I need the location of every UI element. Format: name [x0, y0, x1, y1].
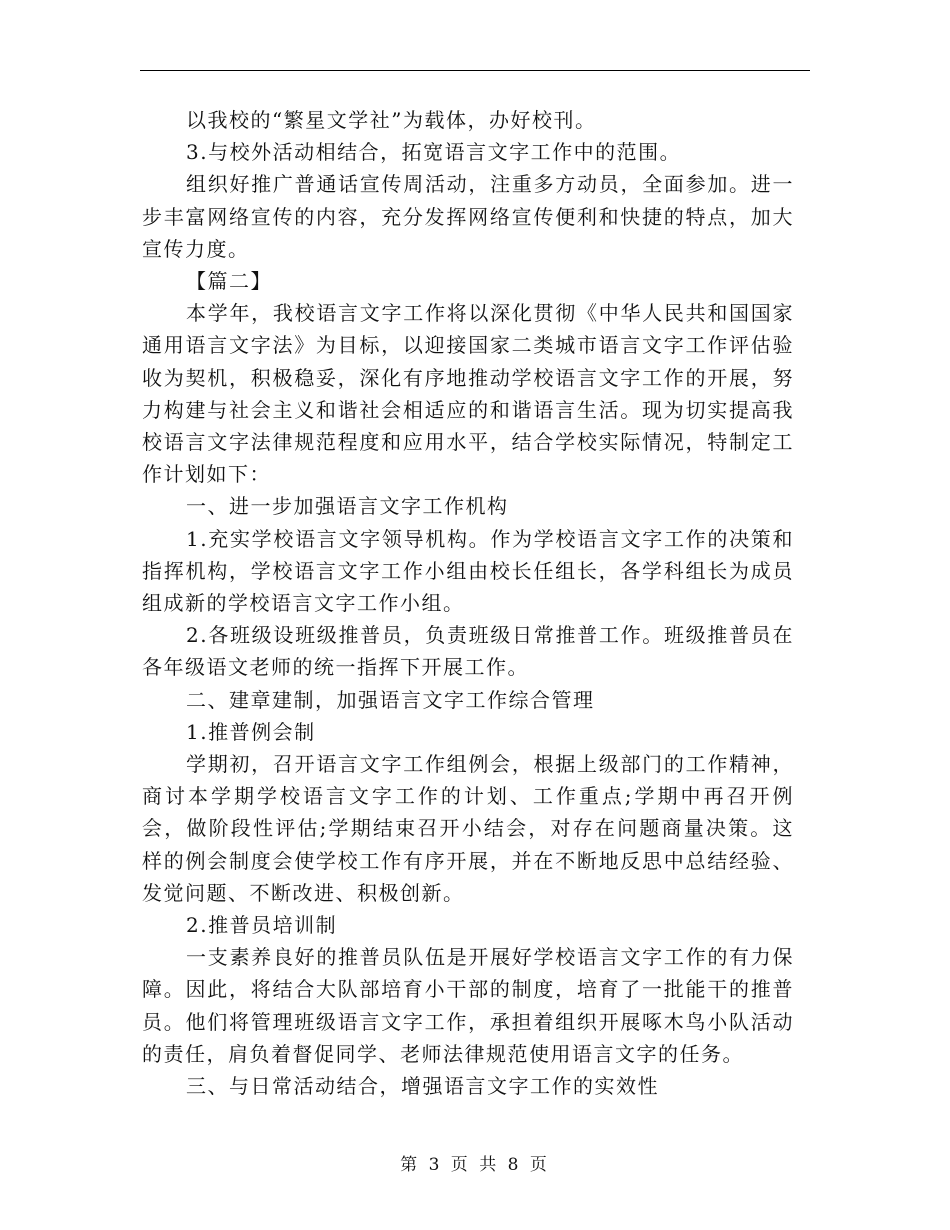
page-footer: 第 3 页 共 8 页 — [400, 1155, 550, 1175]
section-heading: 一、进一步加强语言文字工作机构 — [186, 494, 509, 519]
body-text — [142, 104, 794, 1102]
paragraph: 1.充实学校语言文字领导机构。作为学校语言文字工作的决策和指挥机构，学校语言文字工作小组由校长任组长，各学科组长为成员组成新的学校语言文字工作小组。 — [142, 526, 794, 616]
paragraph: 2.各班级设班级推普员，负责班级日常推普工作。班级推普员在各年级语文老师的统一指挥下开展工作。 — [142, 623, 794, 680]
section-heading: 三、与日常活动结合，增强语言文字工作的实效性 — [186, 1074, 659, 1099]
paragraph: 3.与校外活动相结合，拓宽语言文字工作中的范围。 — [186, 140, 682, 165]
section-heading: 【篇二】 — [186, 269, 272, 294]
paragraph: 组织好推广普通话宣传周活动，注重多方动员，全面参加。进一步丰富网络宣传的内容，充分发挥网络宣传便利和快捷的特点，加大宣传力度。 — [142, 172, 794, 261]
header-rule — [140, 70, 810, 71]
subsection-heading: 1.推普例会制 — [186, 719, 316, 744]
subsection-heading: 2.推普员培训制 — [186, 913, 338, 938]
paragraph: 本学年，我校语言文字工作将以深化贯彻《中华人民共和国国家通用语言文字法》为目标，以迎接国家二类城市语言文字工作评估验收为契机，积极稳妥，深化有序地推动学校语言文字工作的开展，努力构建与社会主义和谐社会相适应的和谐语言生活。现为切实提高我校语言文字法律规范程度和应用水平，结合学校实际情况，特制定工作计划如下： — [142, 301, 794, 487]
paragraph: 一支素养良好的推普员队伍是开展好学校语言文字工作的有力保障。因此，将结合大队部培育小干部的制度，培育了一批能干的推普员。他们将管理班级语言文字工作，承担着组织开展啄木鸟小队活动的责任，肩负着督促同学、老师法律规范使用语言文字的任务。 — [142, 945, 794, 1066]
section-heading: 二、建章建制，加强语言文字工作综合管理 — [186, 687, 595, 712]
paragraph: 以我校的“繁星文学社”为载体，办好校刊。 — [186, 108, 597, 132]
paragraph: 学期初，召开语言文字工作组例会，根据上级部门的工作精神，商讨本学期学校语言文字工作的计划、工作重点;学期中再召开例会，做阶段性评估;学期结束召开小结会，对存在问题商量决策。这样的例会制度会使学校工作有序开展，并在不断地反思中总结经验、发觉问题、不断改进、积极创新。 — [142, 752, 794, 905]
